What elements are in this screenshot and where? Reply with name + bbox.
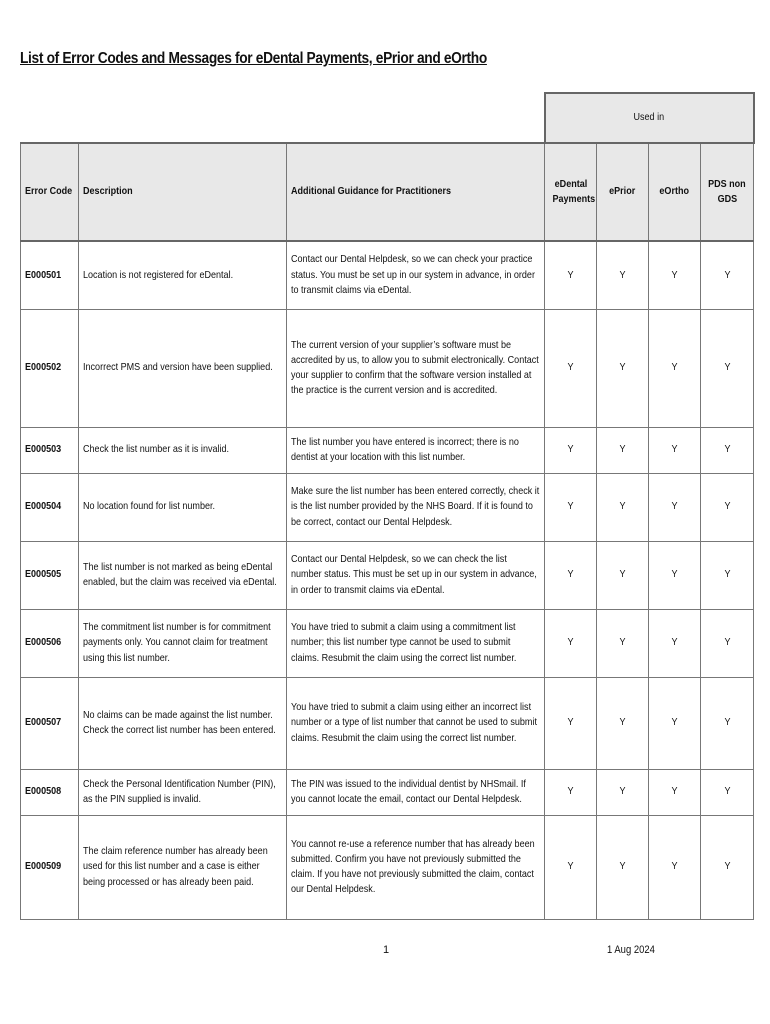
- error-code-cell: [21, 677, 79, 769]
- description-cell-text: The list number is not marked as being eDental enabled, but the claim was received via eDental.: [83, 560, 277, 588]
- table-row: [21, 241, 754, 309]
- header-edental-payments: [545, 143, 597, 241]
- edental-payments-cell-text: Y: [567, 716, 574, 729]
- header-guidance-text: Additional Guidance for Practitioners: [291, 185, 452, 198]
- description-cell-text: Check the list number as it is invalid.: [83, 443, 230, 456]
- description-cell: [79, 427, 287, 473]
- eortho-cell-text: Y: [671, 716, 678, 729]
- edental-payments-cell-text: Y: [567, 268, 574, 281]
- error-code-cell: [21, 769, 79, 815]
- eprior-cell: [597, 769, 649, 815]
- header-pds-non-gds-text: PDS non: [708, 177, 746, 190]
- header-description: [79, 143, 287, 241]
- guidance-cell-text: Contact our Dental Helpdesk, so we can check your practice status. You must be set up in our system in advance, in order to transmit claims via eDental.: [291, 253, 535, 296]
- eprior-cell: [597, 473, 649, 541]
- eprior-cell-text: Y: [619, 860, 626, 873]
- description-cell: [79, 769, 287, 815]
- header-eprior: [597, 143, 649, 241]
- error-code-cell: [21, 309, 79, 427]
- error-code-cell-text: E000508: [25, 785, 62, 798]
- table-row: [21, 677, 754, 769]
- guidance-cell-text: The current version of your supplier’s software must be accredited by us, to allow you to submit electronically. Contact your supplier to confirm that the software version installed at the practice is the current version and is accredited.: [291, 338, 539, 397]
- guidance-cell: [287, 241, 545, 309]
- table-row: [21, 769, 754, 815]
- edental-payments-cell: [545, 541, 597, 609]
- description-cell-text: Check the Personal Identification Number (PIN), as the PIN supplied is invalid.: [83, 777, 276, 805]
- description-cell: [79, 677, 287, 769]
- header-pds-non-gds-text: GDS: [717, 193, 737, 205]
- eprior-cell-text: Y: [619, 361, 626, 374]
- table-row: [21, 427, 754, 473]
- eortho-cell-text: Y: [671, 443, 678, 456]
- edental-payments-cell-text: Y: [567, 500, 574, 513]
- description-cell: [79, 609, 287, 677]
- pds-non-gds-cell-text: Y: [724, 361, 731, 374]
- pds-non-gds-cell: [701, 815, 754, 919]
- guidance-cell-text: You have tried to submit a claim using a commitment list number; this list number type cannot be used to submit claims. Resubmit the claim using the correct list number.: [291, 621, 517, 664]
- edental-payments-cell-text: Y: [567, 636, 574, 649]
- header-error-code: [21, 143, 79, 241]
- eortho-cell: [649, 541, 701, 609]
- error-code-cell-text: E000507: [25, 716, 62, 729]
- edental-payments-cell: [545, 427, 597, 473]
- pds-non-gds-cell-text: Y: [724, 443, 731, 456]
- guidance-cell-text: You have tried to submit a claim using either an incorrect list number or a type of list number that cannot be used to submit claims. Resubmit the claim using the correct list number.: [291, 701, 537, 744]
- pds-non-gds-cell: [701, 677, 754, 769]
- eortho-cell-text: Y: [671, 860, 678, 873]
- eprior-cell: [597, 815, 649, 919]
- eprior-cell-text: Y: [619, 568, 626, 581]
- eortho-cell: [649, 427, 701, 473]
- error-code-cell-text: E000504: [25, 500, 62, 513]
- eortho-cell-text: Y: [671, 500, 678, 513]
- eortho-cell: [649, 815, 701, 919]
- pds-non-gds-cell-text: Y: [724, 636, 731, 649]
- used-in-header: [545, 93, 754, 143]
- table-row: [21, 541, 754, 609]
- eprior-cell-text: Y: [619, 636, 626, 649]
- eprior-cell-text: Y: [619, 268, 626, 281]
- description-cell: [79, 309, 287, 427]
- eortho-cell: [649, 241, 701, 309]
- header-eortho-text: eOrtho: [659, 185, 690, 198]
- description-cell-text: No location found for list number.: [83, 500, 216, 513]
- header-eortho: [649, 143, 701, 241]
- eortho-cell-text: Y: [671, 268, 678, 281]
- header-pds-non-gds: [701, 143, 754, 241]
- edental-payments-cell: [545, 609, 597, 677]
- eortho-cell-text: Y: [671, 636, 678, 649]
- pds-non-gds-cell-text: Y: [724, 268, 731, 281]
- eprior-cell-text: Y: [619, 500, 626, 513]
- edental-payments-cell-text: Y: [567, 361, 574, 374]
- table-row: [21, 609, 754, 677]
- description-cell-text: The commitment list number is for commitment payments only. You cannot claim for treatment using this list number.: [83, 621, 271, 664]
- edental-payments-cell: [545, 769, 597, 815]
- error-code-cell: [21, 427, 79, 473]
- eortho-cell: [649, 677, 701, 769]
- used-in-row: [21, 93, 754, 143]
- eortho-cell: [649, 473, 701, 541]
- eprior-cell: [597, 427, 649, 473]
- eprior-cell: [597, 241, 649, 309]
- error-code-cell: [21, 541, 79, 609]
- guidance-cell-text: Contact our Dental Helpdesk, so we can check the list number status. This must be set up in our system in advance, in order to transmit claims via eDental.: [291, 553, 537, 596]
- error-codes-table: [20, 92, 755, 920]
- header-error-code-text: Error Code: [25, 185, 73, 198]
- description-cell: [79, 541, 287, 609]
- blank-cell: [21, 93, 545, 143]
- pds-non-gds-cell: [701, 309, 754, 427]
- pds-non-gds-cell-text: Y: [724, 860, 731, 873]
- used-in-label: Used in: [633, 111, 665, 124]
- guidance-cell: [287, 309, 545, 427]
- error-code-cell-text: E000503: [25, 443, 62, 456]
- edental-payments-cell-text: Y: [567, 443, 574, 456]
- table-row: [21, 473, 754, 541]
- guidance-cell: [287, 677, 545, 769]
- eortho-cell-text: Y: [671, 568, 678, 581]
- eprior-cell: [597, 309, 649, 427]
- pds-non-gds-cell-text: Y: [724, 716, 731, 729]
- description-cell: [79, 473, 287, 541]
- pds-non-gds-cell-text: Y: [724, 500, 731, 513]
- edental-payments-cell-text: Y: [567, 568, 574, 581]
- table-row: [21, 309, 754, 427]
- eortho-cell: [649, 309, 701, 427]
- eprior-cell-text: Y: [619, 716, 626, 729]
- description-cell-text: No claims can be made against the list number. Check the correct list number has been entered.: [83, 708, 276, 736]
- eprior-cell-text: Y: [619, 443, 626, 456]
- eprior-cell-text: Y: [619, 785, 626, 798]
- description-cell: [79, 241, 287, 309]
- pds-non-gds-cell: [701, 609, 754, 677]
- error-code-cell: [21, 473, 79, 541]
- eortho-cell: [649, 769, 701, 815]
- error-code-cell-text: E000505: [25, 568, 62, 581]
- edental-payments-cell: [545, 241, 597, 309]
- error-code-cell: [21, 815, 79, 919]
- guidance-cell: [287, 427, 545, 473]
- guidance-cell-text: Make sure the list number has been entered correctly, check it is the list number provided by the NHS Board. If it is found to be correct, contact our Dental Helpdesk.: [291, 485, 540, 528]
- pds-non-gds-cell: [701, 541, 754, 609]
- edental-payments-cell: [545, 473, 597, 541]
- page-number: 1: [383, 944, 390, 956]
- pds-non-gds-cell: [701, 427, 754, 473]
- guidance-cell-text: The list number you have entered is incorrect; there is no dentist at your location with this list number.: [291, 435, 519, 463]
- error-code-cell: [21, 241, 79, 309]
- guidance-cell: [287, 815, 545, 919]
- description-cell: [79, 815, 287, 919]
- header-edental-payments-text: Payments: [552, 193, 596, 205]
- header-description-text: Description: [83, 185, 133, 198]
- guidance-cell-text: You cannot re-use a reference number that has already been submitted. Confirm you have not previously submitted the claim. If you have not previously submitted the claim, contact our Dental Helpdesk.: [291, 837, 535, 896]
- guidance-cell: [287, 473, 545, 541]
- eprior-cell: [597, 609, 649, 677]
- edental-payments-cell: [545, 815, 597, 919]
- description-cell-text: The claim reference number has already been used for this list number and a case is either being processed or has already been paid.: [83, 845, 268, 888]
- eortho-cell-text: Y: [671, 785, 678, 798]
- description-cell-text: Incorrect PMS and version have been supplied.: [83, 361, 273, 374]
- header-edental-payments-text: eDental: [554, 177, 587, 190]
- table-row: [21, 815, 754, 919]
- guidance-cell: [287, 541, 545, 609]
- eprior-cell: [597, 541, 649, 609]
- edental-payments-cell: [545, 309, 597, 427]
- pds-non-gds-cell-text: Y: [724, 785, 731, 798]
- pds-non-gds-cell: [701, 241, 754, 309]
- document-title: List of Error Codes and Messages for eDental Payments, ePrior and eOrtho: [20, 50, 487, 67]
- error-code-cell-text: E000509: [25, 860, 62, 873]
- error-code-cell-text: E000506: [25, 636, 62, 649]
- header-eprior-text: ePrior: [609, 185, 636, 198]
- guidance-cell: [287, 609, 545, 677]
- eortho-cell: [649, 609, 701, 677]
- error-code-cell: [21, 609, 79, 677]
- guidance-cell: [287, 769, 545, 815]
- error-code-cell-text: E000501: [25, 268, 62, 281]
- column-header-row: [21, 143, 754, 241]
- header-guidance: [287, 143, 545, 241]
- pds-non-gds-cell: [701, 769, 754, 815]
- guidance-cell-text: The PIN was issued to the individual dentist by NHSmail. If you cannot locate the email, contact our Dental Helpdesk.: [291, 777, 526, 805]
- pds-non-gds-cell: [701, 473, 754, 541]
- error-code-cell-text: E000502: [25, 361, 62, 374]
- edental-payments-cell: [545, 677, 597, 769]
- footer-date: 1 Aug 2024: [607, 944, 655, 956]
- eortho-cell-text: Y: [671, 361, 678, 374]
- pds-non-gds-cell-text: Y: [724, 568, 731, 581]
- edental-payments-cell-text: Y: [567, 785, 574, 798]
- eprior-cell: [597, 677, 649, 769]
- description-cell-text: Location is not registered for eDental.: [83, 268, 234, 281]
- edental-payments-cell-text: Y: [567, 860, 574, 873]
